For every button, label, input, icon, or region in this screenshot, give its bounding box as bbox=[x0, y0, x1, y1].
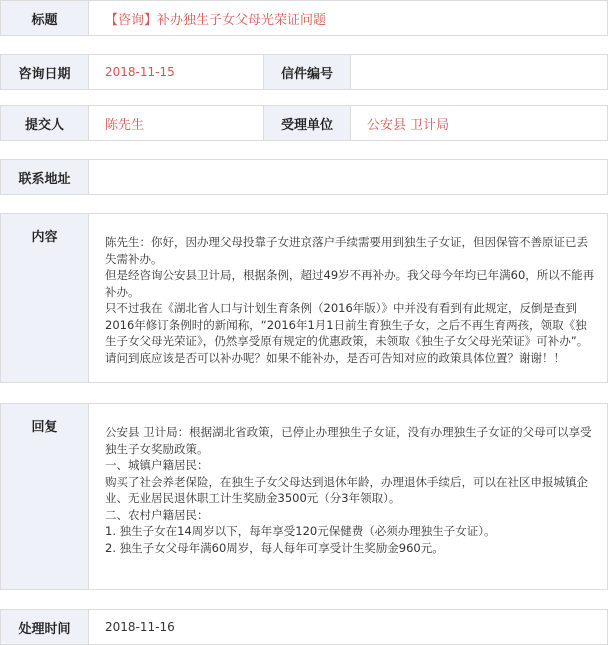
address-label: 联系地址 bbox=[1, 160, 89, 194]
submitter-label: 提交人 bbox=[1, 106, 89, 140]
handling-unit-value: 公安县 卫计局 bbox=[367, 117, 450, 133]
submitter-row bbox=[0, 105, 608, 141]
letter-number-value bbox=[351, 55, 607, 89]
date-value: 2018-11-15 bbox=[105, 65, 175, 79]
content-line: 请问到底应该是否可以补办呢？如果不能补办，是否可告知对应的政策具体位置？谢谢！！ bbox=[105, 350, 565, 365]
date-row bbox=[0, 54, 608, 90]
reply-row bbox=[0, 403, 608, 590]
reply-text bbox=[89, 404, 607, 589]
reply-line: 1. 独生子女在14周岁以下，每年享受120元保健费（必须办理独生子女证）。 bbox=[105, 524, 496, 538]
process-time-value: 2018-11-16 bbox=[105, 620, 175, 634]
reply-line: 购买了社会养老保险，在独生子女父母达到退休年龄，办理退休手续后，可以在社区申报城镇企业、无业居民退休职工计生奖励金3500元（分3年领取）。 bbox=[105, 474, 588, 505]
content-label: 内容 bbox=[1, 214, 89, 382]
title-row bbox=[0, 0, 608, 36]
content-text bbox=[89, 214, 607, 382]
reply-line: 二、农村户籍居民： bbox=[105, 507, 209, 522]
content-line: 陈先生：你好，因办理父母投靠子女进京落户手续需要用到独生子女证，但因保管不善原证已丢失需补办。 bbox=[105, 235, 588, 266]
process-time-label: 处理时间 bbox=[1, 610, 89, 644]
reply-line: 公安县 卫计局：根据湖北省政策，已停止办理独生子女证，没有办理独生子女证的父母可以享受独生子女奖励政策。 bbox=[105, 425, 592, 456]
date-label: 咨询日期 bbox=[1, 55, 89, 89]
content-row bbox=[0, 213, 608, 383]
content-line: 但是经咨询公安县卫计局，根据条例，超过49岁不再补办。我父母今年均已年满60，所以不能再补办。 bbox=[105, 268, 595, 299]
content-line: 只不过我在《湖北省人口与计划生育条例（2016年版）》中并没有看到有此规定，反倒是查到2016年修订条例时的新闻称，“2016年1月1日前生育独生子女，之后不再生育两孩，领取《独生子女父母光荣证》，仍然享受原有规定的优惠政策，未领取《独生子女父母光荣证》可补办”。 bbox=[105, 301, 589, 348]
reply-label: 回复 bbox=[1, 404, 89, 589]
address-value bbox=[89, 160, 105, 194]
reply-line: 一、城镇户籍居民： bbox=[105, 458, 209, 472]
handling-unit-label: 受理单位 bbox=[263, 106, 351, 140]
address-row bbox=[0, 159, 608, 195]
title-value: 【咨询】补办独生子女父母光荣证问题 bbox=[105, 12, 327, 28]
reply-line: 2. 独生子女父母年满60周岁，每人每年可享受计生奖励金960元。 bbox=[105, 540, 444, 555]
title-label: 标题 bbox=[1, 1, 89, 35]
letter-number-label: 信件编号 bbox=[263, 55, 351, 89]
submitter-value: 陈先生 bbox=[105, 117, 145, 133]
